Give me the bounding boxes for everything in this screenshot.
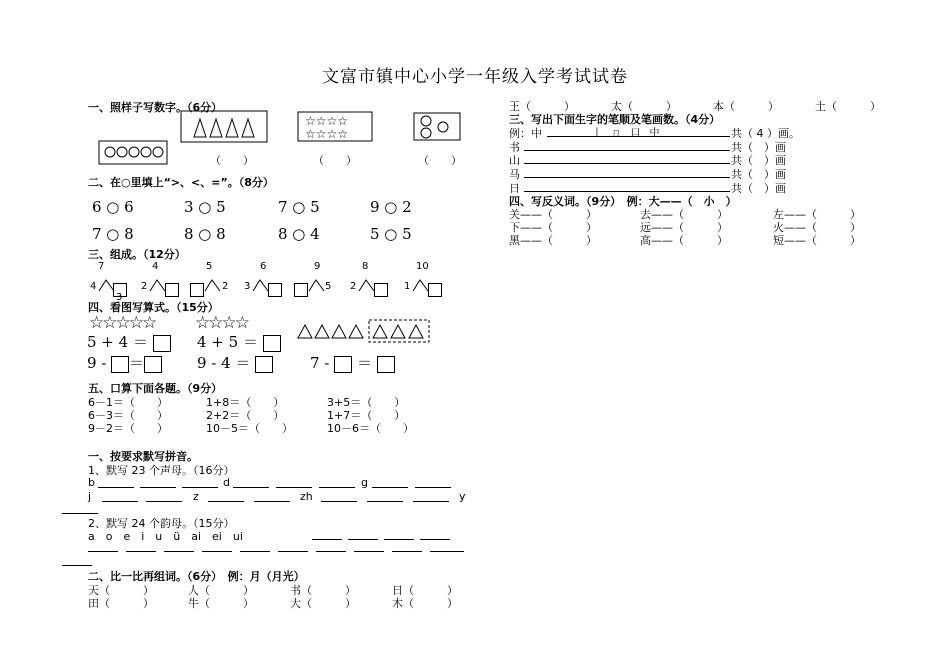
section-4-heading: 四、看图写算式。（15分）	[88, 301, 219, 314]
triangles-example-box	[180, 110, 270, 144]
compare-item[interactable]: 7 ○ 8	[92, 225, 134, 243]
shengmu-blank[interactable]	[208, 501, 244, 502]
stars-picture-5: ☆☆☆☆☆	[89, 313, 156, 333]
arithmetic-item[interactable]: 3+5＝（ ）	[327, 396, 406, 409]
stroke-blank[interactable]	[524, 191, 730, 192]
shengmu-blank[interactable]	[413, 501, 449, 502]
arithmetic-item[interactable]: 6－3＝（ ）	[88, 409, 168, 422]
shengmu-blank[interactable]	[98, 487, 134, 488]
word-item[interactable]: 大（ ）	[290, 597, 356, 610]
word-item[interactable]: 天（ ）	[88, 584, 154, 597]
shengmu-blank[interactable]	[62, 513, 98, 514]
answer-box[interactable]	[377, 356, 395, 373]
yunmu-blank[interactable]	[240, 551, 270, 552]
word-item[interactable]: 王（ ）	[509, 100, 575, 113]
section-3-heading: 三、组成。（12分）	[88, 248, 186, 261]
shengmu-blank[interactable]	[367, 501, 403, 502]
compare-item[interactable]: 7 ○ 5	[278, 198, 320, 216]
shengmu-blank[interactable]	[146, 501, 182, 502]
pinyin-sub-1: 1、默写 23 个声母。（16分）	[88, 464, 235, 477]
equation-2c: 7 - ＝	[310, 352, 395, 373]
shengmu-letter: y	[459, 490, 466, 503]
antonym-item[interactable]: 远——（ ）	[640, 221, 728, 234]
decompose-right-num: 2	[222, 281, 229, 292]
arithmetic-item[interactable]: 1+7＝（ ）	[327, 409, 406, 422]
circles-box	[413, 112, 463, 142]
decompose-left-num: 2	[141, 281, 148, 292]
decompose-branch	[204, 278, 222, 292]
stroke-char: 日	[509, 182, 520, 195]
antonym-item[interactable]: 左——（ ）	[773, 208, 861, 221]
decompose-left-num: 4	[90, 281, 97, 292]
decompose-left-num: 3	[244, 281, 251, 292]
word-item[interactable]: 土（ ）	[815, 100, 881, 113]
shengmu-blank[interactable]	[319, 487, 355, 488]
decompose-top: 9	[314, 261, 321, 272]
stroke-count[interactable]: 共（ ）画	[731, 154, 786, 167]
stroke-blank[interactable]	[524, 177, 730, 178]
answer-blank-2[interactable]: （ ）	[313, 154, 357, 167]
compare-item[interactable]: 3 ○ 5	[184, 198, 226, 216]
shengmu-blank[interactable]	[102, 501, 138, 502]
circles-example-box	[98, 140, 170, 166]
compare-item[interactable]: 9 ○ 2	[370, 198, 412, 216]
shengmu-blank[interactable]	[182, 487, 218, 488]
word-item[interactable]: 木（ ）	[392, 597, 458, 610]
yunmu-blank[interactable]	[164, 551, 194, 552]
antonym-item[interactable]: 高——（ ）	[640, 234, 728, 247]
equation-1a: 5 + 4 ＝	[87, 331, 171, 352]
word-item[interactable]: 太（ ）	[611, 100, 677, 113]
yunmu-blank[interactable]	[354, 551, 384, 552]
stroke-blank[interactable]	[524, 163, 730, 164]
compare-item[interactable]: 8 ○ 4	[278, 225, 320, 243]
decompose-box[interactable]	[165, 279, 179, 298]
decompose-sub-num: 3	[116, 292, 123, 303]
shengmu-blank[interactable]	[254, 501, 290, 502]
shengmu-blank[interactable]	[415, 487, 451, 488]
word-item[interactable]: 田（ ）	[88, 597, 154, 610]
yunmu-blank[interactable]	[88, 551, 118, 552]
triangles-picture	[296, 318, 432, 344]
yunmu-list: a o e i u ü ai ei ui	[88, 530, 243, 543]
answer-box[interactable]	[111, 356, 129, 373]
shengmu-letter: zh	[300, 490, 313, 503]
yunmu-blank[interactable]	[62, 565, 92, 566]
shengmu-blank[interactable]	[321, 501, 357, 502]
decompose-left-num: 1	[404, 281, 411, 292]
antonym-item[interactable]: 关——（ ）	[509, 208, 597, 221]
yunmu-blank[interactable]	[348, 539, 378, 540]
antonym-item[interactable]: 黑——（ ）	[509, 234, 597, 247]
shengmu-blank[interactable]	[233, 487, 269, 488]
antonym-heading: 四、写反义词。（9分） 例：大——（ 小 ）	[509, 195, 737, 208]
answer-box[interactable]	[334, 356, 352, 373]
svg-text:☆☆☆☆: ☆☆☆☆	[305, 127, 349, 141]
decompose-top: 8	[362, 261, 369, 272]
stroke-char: 马	[509, 168, 520, 181]
word-item[interactable]: 人（ ）	[188, 584, 254, 597]
stroke-order-heading: 三、写出下面生字的笔顺及笔画数。（4分）	[509, 113, 721, 126]
stroke-count[interactable]: 共（ ）画	[731, 182, 786, 195]
antonym-item[interactable]: 火——（ ）	[773, 221, 861, 234]
page-title: 文富市镇中心小学一年级入学考试试卷	[322, 67, 628, 87]
answer-box[interactable]	[255, 356, 273, 373]
stroke-count[interactable]: 共（ ）画	[731, 168, 786, 181]
yunmu-blank[interactable]	[126, 551, 156, 552]
answer-box[interactable]	[263, 335, 281, 352]
decompose-branch	[308, 278, 326, 292]
decompose-box[interactable]	[268, 279, 282, 298]
compare-item[interactable]: 8 ○ 8	[184, 225, 226, 243]
word-item[interactable]: 牛（ ）	[188, 597, 254, 610]
antonym-item[interactable]: 下——（ ）	[509, 221, 597, 234]
equation-1b: 4 + 5 ＝	[197, 331, 281, 352]
decompose-top: 5	[206, 261, 213, 272]
word-compare-heading: 二、比一比再组词。（6分） 例：月（月光）	[88, 570, 305, 583]
arithmetic-item[interactable]: 2+2＝（ ）	[206, 409, 285, 422]
decompose-top: 10	[416, 261, 429, 272]
antonym-item[interactable]: 去——（ ）	[640, 208, 728, 221]
compare-item[interactable]: 5 ○ 5	[370, 225, 412, 243]
yunmu-blank[interactable]	[278, 551, 308, 552]
yunmu-blank[interactable]	[316, 551, 346, 552]
svg-text:☆☆☆☆: ☆☆☆☆	[305, 114, 349, 128]
equation-2a: 9 - ＝	[87, 352, 162, 373]
shengmu-letter: d	[223, 476, 230, 489]
shengmu-blank[interactable]	[140, 487, 176, 488]
stroke-char: 山	[509, 154, 520, 167]
stroke-example-strokes: 丨 ㄇ 口 中	[592, 128, 660, 139]
antonym-item[interactable]: 短——（ ）	[773, 234, 861, 247]
word-item[interactable]: 书（ ）	[290, 584, 356, 597]
equation-2b: 9 - 4 ＝	[197, 352, 273, 373]
decompose-top: 7	[98, 261, 105, 272]
answer-blank-1[interactable]: （ ）	[210, 154, 254, 167]
stroke-blank[interactable]	[524, 150, 730, 151]
stars-box	[297, 111, 375, 143]
decompose-right-num: 5	[325, 281, 332, 292]
word-item[interactable]: 本（ ）	[713, 100, 779, 113]
decompose-box[interactable]	[294, 279, 308, 298]
decompose-top: 4	[152, 261, 159, 272]
shengmu-blank[interactable]	[372, 487, 408, 488]
decompose-top: 6	[260, 261, 267, 272]
answer-blank-3[interactable]: （ ）	[418, 154, 462, 167]
answer-box[interactable]	[153, 335, 171, 352]
stroke-count[interactable]: 共（ ）画	[731, 141, 786, 154]
shengmu-blank[interactable]	[276, 487, 312, 488]
arithmetic-item[interactable]: 10－6＝（ ）	[327, 422, 414, 435]
arithmetic-item[interactable]: 9－2＝（ ）	[88, 422, 168, 435]
section-5-heading: 五、口算下面各题。（9分）	[88, 382, 223, 395]
section-2-heading: 二、在○里填上“>、<、=”。（8分）	[88, 176, 274, 189]
arithmetic-item[interactable]: 10－5＝（ ）	[206, 422, 293, 435]
yunmu-blank[interactable]	[430, 551, 464, 552]
yunmu-blank[interactable]	[312, 539, 342, 540]
shengmu-letter: z	[193, 490, 199, 503]
yunmu-blank[interactable]	[202, 551, 232, 552]
shengmu-letter: g	[361, 476, 368, 489]
section-1-heading: 一、照样子写数字。（6分）	[88, 101, 223, 114]
yunmu-blank[interactable]	[420, 539, 450, 540]
shengmu-letter: b	[88, 476, 95, 489]
yunmu-blank[interactable]	[384, 539, 414, 540]
decompose-box[interactable]	[374, 279, 388, 298]
arithmetic-item[interactable]: 1+8＝（ ）	[206, 396, 285, 409]
stroke-example-count: 共（ 4 ）画。	[731, 127, 800, 140]
arithmetic-item[interactable]: 6－1＝（ ）	[88, 396, 168, 409]
yunmu-blank[interactable]	[392, 551, 422, 552]
shengmu-letter: j	[88, 490, 92, 503]
stroke-char: 书	[509, 141, 520, 154]
pinyin-heading: 一、按要求默写拼音。	[88, 450, 198, 463]
stroke-example-label: 例：中	[509, 127, 542, 140]
pinyin-sub-2: 2、默写 24 个韵母。（15分）	[88, 517, 235, 530]
answer-box[interactable]	[144, 356, 162, 373]
compare-item[interactable]: 6 ○ 6	[92, 198, 134, 216]
word-item[interactable]: 日（ ）	[392, 584, 458, 597]
decompose-box[interactable]	[428, 279, 442, 298]
decompose-left-num: 2	[350, 281, 357, 292]
stars-picture-4: ☆☆☆☆	[195, 313, 248, 333]
decompose-box[interactable]	[190, 279, 204, 298]
